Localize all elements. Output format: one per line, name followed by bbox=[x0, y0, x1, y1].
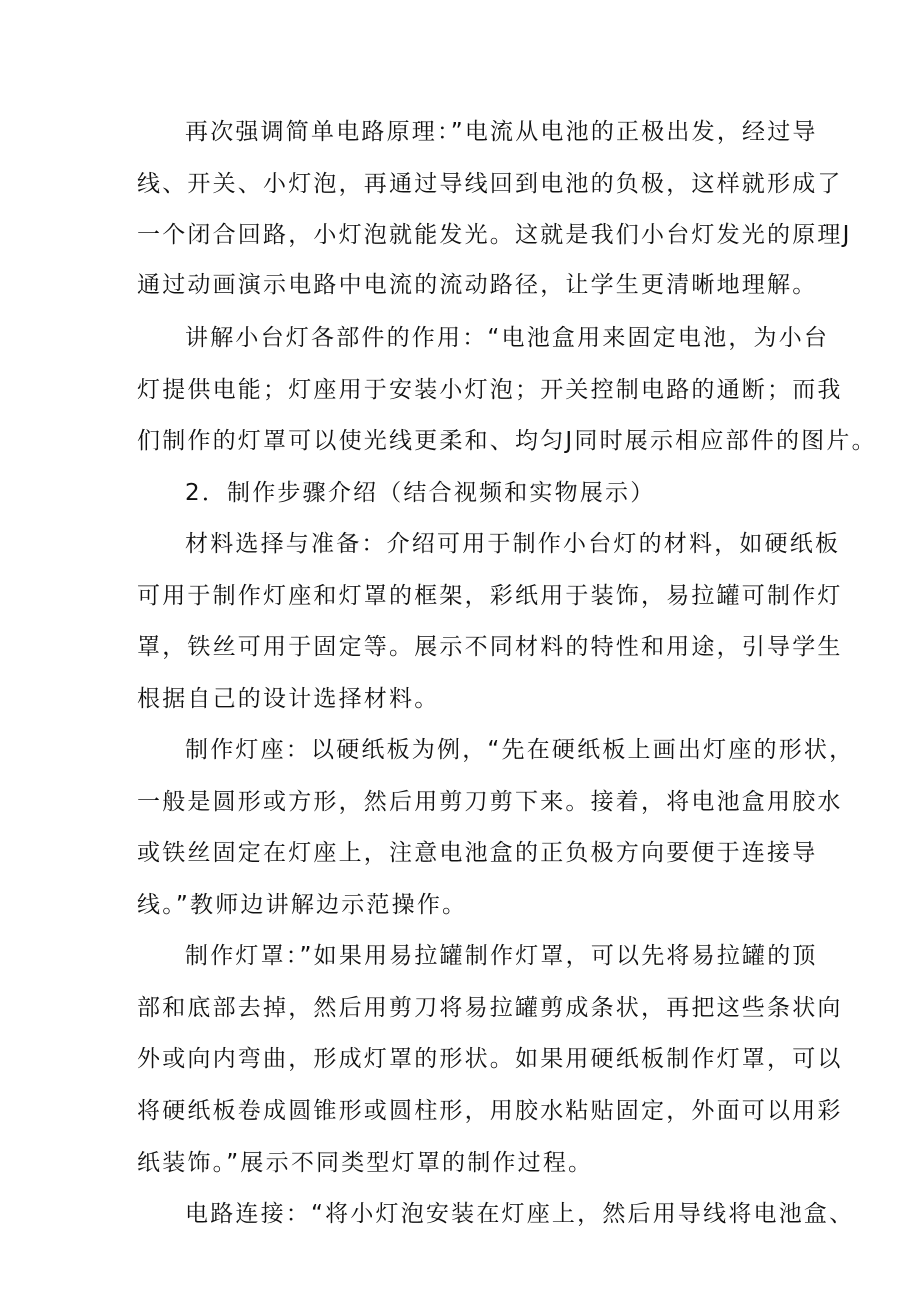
paragraph-line-18: 部和底部去掉，然后用剪刀将易拉罐剪成条状，再把这些条状向 bbox=[137, 995, 843, 1021]
paragraph-line-14: 一般是圆形或方形，然后用剪刀剪下来。接着，将电池盒用胶水 bbox=[137, 789, 843, 815]
paragraph-line-12: 根据自己的设计选择材料。 bbox=[137, 686, 440, 712]
paragraph-line-13: 制作灯座：以硬纸板为例，“先在硬纸板上画出灯座的形状， bbox=[185, 737, 855, 763]
paragraph-line-16: 线。”教师边讲解边示范操作。 bbox=[137, 892, 468, 918]
paragraph-line-20: 将硬纸板卷成圆锥形或圆柱形，用胶水粘贴固定，外面可以用彩 bbox=[137, 1098, 843, 1124]
paragraph-line-4: 通过动画演示电路中电流的流动路径，让学生更清晰地理解。 bbox=[137, 272, 818, 298]
paragraph-line-10: 可用于制作灯座和灯罩的框架，彩纸用于装饰，易拉罐可制作灯 bbox=[137, 583, 843, 609]
paragraph-line-2: 线、开关、小灯泡，再通过导线回到电池的负极，这样就形成了 bbox=[137, 171, 843, 197]
paragraph-line-21: 纸装饰。”展示不同类型灯罩的制作过程。 bbox=[137, 1150, 594, 1176]
paragraph-line-19: 外或向内弯曲，形成灯罩的形状。如果用硬纸板制作灯罩，可以 bbox=[137, 1046, 843, 1072]
paragraph-line-6: 灯提供电能；灯座用于安装小灯泡；开关控制电路的通断；而我 bbox=[137, 377, 843, 403]
paragraph-line-1: 再次强调简单电路原理：”电流从电池的正极出发，经过导 bbox=[185, 119, 818, 145]
paragraph-line-15: 或铁丝固定在灯座上，注意电池盒的正负极方向要便于连接导 bbox=[137, 840, 818, 866]
paragraph-line-7: 们制作的灯罩可以使光线更柔和、均匀J同时展示相应部件的图片。 bbox=[137, 428, 877, 454]
paragraph-line-5: 讲解小台灯各部件的作用：“电池盒用来固定电池，为小台 bbox=[185, 325, 830, 351]
paragraph-line-22: 电路连接：“将小灯泡安装在灯座上，然后用导线将电池盒、 bbox=[185, 1201, 855, 1227]
paragraph-line-9: 材料选择与准备：介绍可用于制作小台灯的材料，如硬纸板 bbox=[185, 531, 841, 557]
paragraph-line-17: 制作灯罩：”如果用易拉罐制作灯罩，可以先将易拉罐的顶 bbox=[185, 943, 818, 969]
paragraph-line-3: 一个闭合回路，小灯泡就能发光。这就是我们小台灯发光的原理J bbox=[137, 222, 852, 248]
paragraph-line-11: 罩，铁丝可用于固定等。展示不同材料的特性和用途，引导学生 bbox=[137, 634, 843, 660]
section-heading: 2．制作步骤介绍（结合视频和实物展示） bbox=[185, 480, 656, 506]
